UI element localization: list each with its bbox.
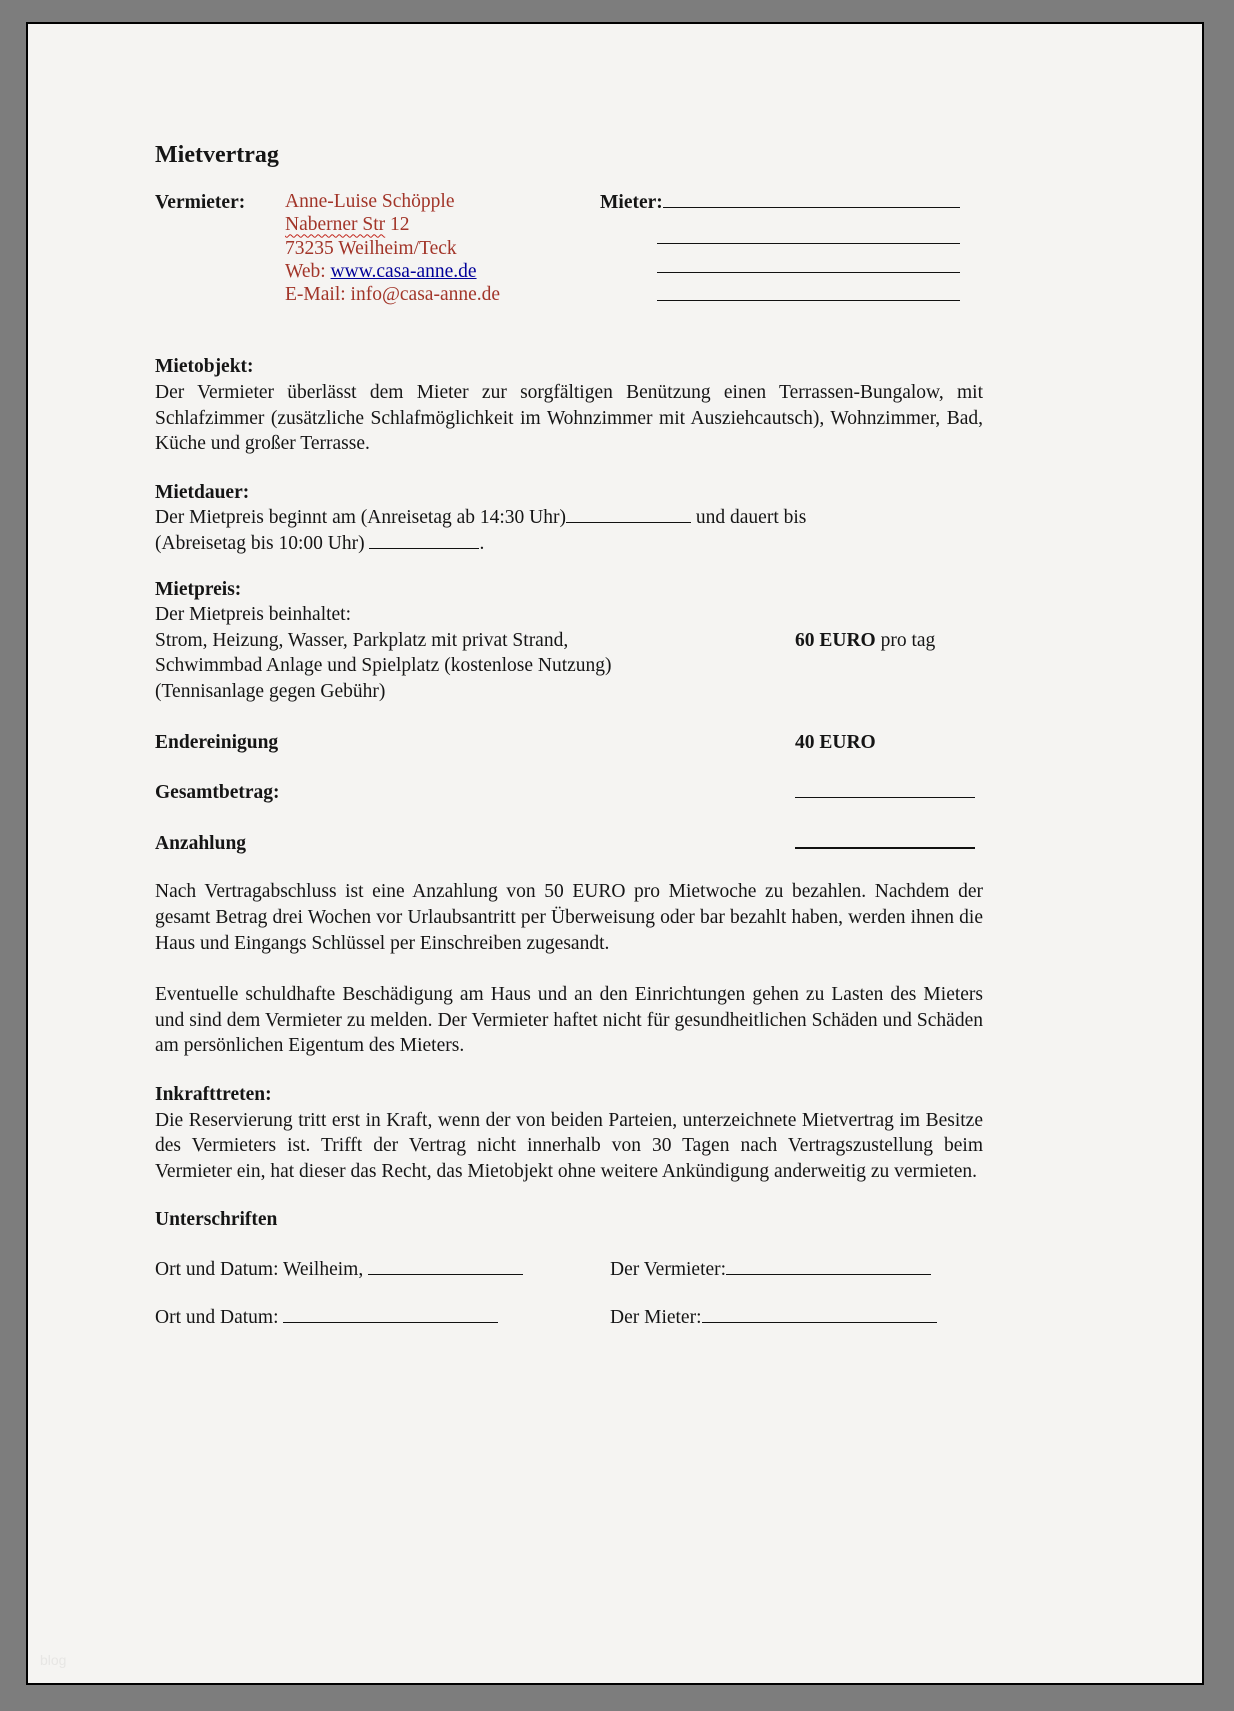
website-link[interactable]: www.casa-anne.de [330,260,477,282]
vermieter-street-number: 12 [385,214,410,236]
vermieter-street-misspelled: Naberner Str [285,214,386,236]
document-page [26,22,1204,1685]
vermieter-address-block [285,190,600,306]
section-mietobjekt [155,354,983,456]
mieter-blank-line-3 [657,244,960,273]
anreisetag-blank [566,520,691,523]
ort-datum-blank-1 [368,1272,523,1275]
paragraph-anzahlung: Nach Vertragabschluss ist eine Anzahlung von 50 EURO pro Mietwoche zu bezahlen. Nachdem der gesamt Betrag drei Wochen vor Urlaubsantritt per Überweisung oder bar bezahlt haben, werden ihnen die Haus und Eingangs Schlüssel per Einschreiben zugesandt. [155,881,983,954]
sig-vermieter [610,1257,983,1283]
mietdauer-heading: Mietdauer: [155,481,250,503]
email-address: info@casa-anne.de [350,284,501,306]
paragraph-haftung: Eventuelle schuldhafte Beschädigung am Haus und an den Einrichtungen gehen zu Lasten des Mieters und sind dem Vermieter zu melden. Der Vermieter haftet nicht für gesundheitlichen Schäden und Schäden am persönlichen Eigentum des Mieters. [155,984,983,1057]
mietdauer-line1-text: Der Mietpreis beginnt am (Anreisetag ab 14:30 Uhr) [155,507,567,529]
mietobjekt-heading: Mietobjekt: [155,356,254,378]
vermieter-name: Anne-Luise Schöpple [285,191,455,212]
mietdauer-line-1 [155,505,983,531]
unterschriften-heading: Unterschriften [155,1209,278,1231]
anzahlung-blank-wrap [795,831,975,857]
mietpreis-intro: Der Mietpreis beinhaltet: [155,604,352,626]
gesamtbetrag-label: Gesamtbetrag: [155,782,280,804]
signature-row-2 [155,1305,983,1331]
vermieter-city: 73235 Weilheim/Teck [285,237,457,259]
mieter-blank-line-2 [657,216,960,245]
mieter-label: Mieter: [600,192,663,213]
email-label: E-Mail: [285,284,346,306]
mietpreis-heading: Mietpreis: [155,578,242,600]
vermieter-email-line [285,283,600,306]
inkrafttreten-body: Die Reservierung tritt erst in Kraft, wenn der von beiden Parteien, unterzeichnete Mietvertrag im Besitze des Vermieters ist. Trifft der Vertrag nicht innerhalb von 30 Tagen nach Vertragszustellung beim Vermieter ein, hat dieser das Recht, das Mietobjekt ohne weitere Ankündigung anderweitig zu vermieten. [155,1109,983,1182]
anzahlung-label: Anzahlung [155,832,247,854]
mieter-blank-line-4 [657,273,960,302]
mietdauer-line1-tail: und dauert bis [695,507,807,529]
mietdauer-line2-tail: . [479,533,485,555]
vermieter-street [285,213,600,236]
row-anzahlung [155,831,983,857]
section-mietdauer [155,480,983,557]
row-endereinigung [155,730,983,756]
watermark: blog [40,1652,67,1668]
vermieter-web-line [285,260,600,283]
parties-section [155,190,983,306]
ort-datum-blank-2 [283,1320,498,1323]
document-content [155,24,983,1330]
der-mieter-label: Der Mieter: [610,1306,702,1328]
row-gesamtbetrag [155,780,983,806]
endereinigung-label: Endereinigung [155,731,279,753]
price-unit: pro tag [880,629,936,651]
ort-datum-label-2: Ort und Datum: [155,1306,279,1328]
vermieter-signature-blank [726,1272,931,1275]
mietpreis-item-3: (Tennisanlage gegen Gebühr) [155,681,386,703]
mieter-blank-line-1 [663,205,960,208]
abreisetag-blank [369,546,479,549]
mieter-block [600,190,960,306]
gesamtbetrag-blank-wrap [795,780,975,806]
sig-mieter [610,1305,983,1331]
endereinigung-price: 40 EURO [795,731,876,753]
web-label: Web: [285,260,326,282]
sig-ort-datum-mieter [155,1305,610,1331]
mietpreis-item-row [155,628,983,654]
vermieter-label: Vermieter: [155,192,246,213]
mietpreis-item-1: Strom, Heizung, Wasser, Parkplatz mit privat Strand, [155,629,569,651]
document-title: Mietvertrag [155,142,279,168]
mietpreis-item-2: Schwimmbad Anlage und Spielplatz (kostenlose Nutzung) [155,655,612,677]
price-amount: 60 EURO [795,629,876,651]
gesamtbetrag-blank [795,795,975,798]
sig-ort-datum-vermieter [155,1257,610,1283]
ort-datum-label-1: Ort und Datum: Weilheim, [155,1258,364,1280]
mietobjekt-body: Der Vermieter überlässt dem Mieter zur sorgfältigen Benützung einen Terrassen-Bungalow, mit Schlafzimmer (zusätzliche Schlafmöglichkeit im Wohnzimmer mit Ausziehcautsch), Wohnzimmer, Bad, Küche und großer Terrasse. [155,382,983,455]
mieter-signature-blank [702,1320,937,1323]
inkrafttreten-heading: Inkrafttreten: [155,1083,272,1105]
mietdauer-line2-text: (Abreisetag bis 10:00 Uhr) [155,533,365,555]
signature-row-1 [155,1257,983,1283]
mietpreis-price [795,628,935,654]
mietdauer-line-2 [155,531,983,557]
mieter-label-row [600,190,960,216]
section-mietpreis [155,577,983,705]
section-inkrafttreten [155,1082,983,1184]
anzahlung-blank [795,845,975,849]
der-vermieter-label: Der Vermieter: [610,1258,727,1280]
